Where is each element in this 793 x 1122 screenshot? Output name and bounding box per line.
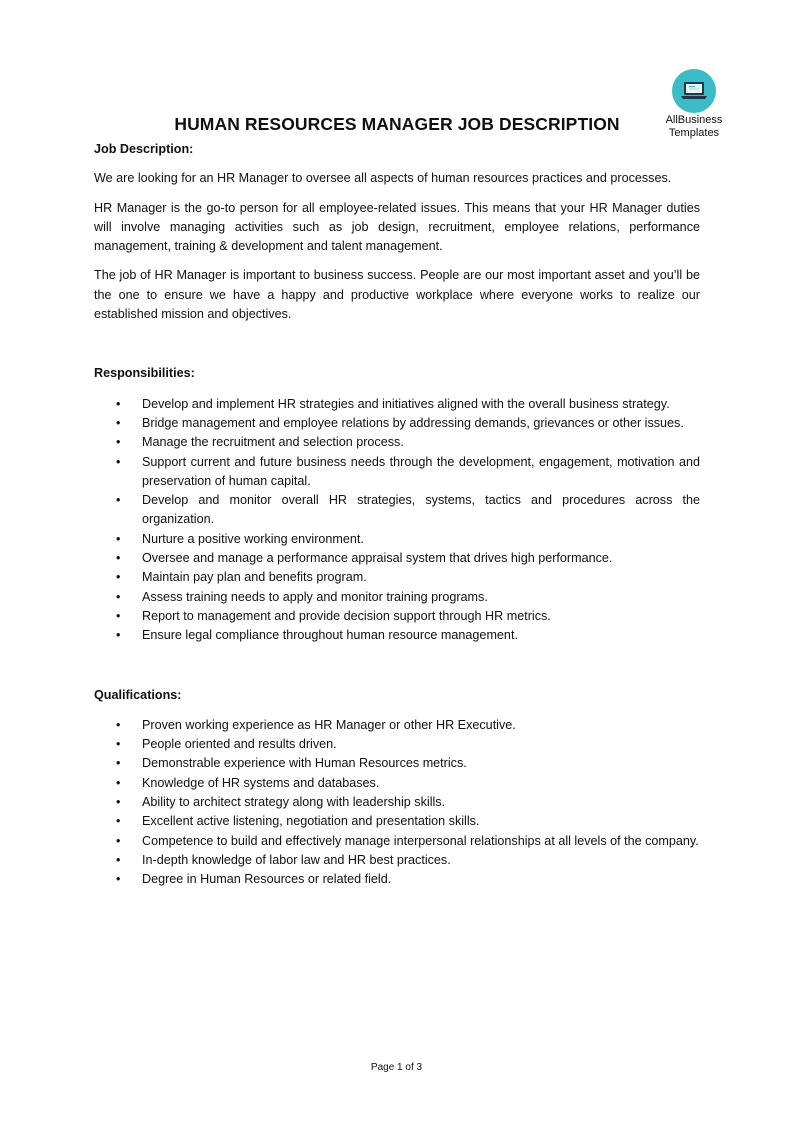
list-item xyxy=(94,549,700,568)
bullet: • xyxy=(116,493,121,508)
bullet: • xyxy=(116,814,121,829)
bullet: • xyxy=(116,570,121,585)
list-item-text: Nurture a positive working environment. xyxy=(142,531,364,546)
list-item xyxy=(94,870,700,889)
logo-text-line2: Templates xyxy=(668,127,720,139)
list-item xyxy=(94,626,700,645)
list-item xyxy=(94,395,700,414)
list-item xyxy=(94,607,700,626)
qualifications-list xyxy=(94,716,700,890)
bullet: • xyxy=(116,833,121,848)
list-item xyxy=(94,851,700,870)
list-item-text: Ability to architect strategy along with leadership skills. xyxy=(142,795,446,810)
logo-circle xyxy=(672,69,716,113)
page-number: Page 1 of 3 xyxy=(370,1062,423,1073)
list-item-text: Bridge management and employee relations by addressing demands, grievances or other issues. xyxy=(142,415,684,430)
list-item-text: Develop and monitor overall HR strategies, systems, tactics and procedures across the organization. xyxy=(142,493,700,527)
bullet: • xyxy=(116,396,121,411)
list-item xyxy=(94,793,700,812)
list-item-text: Manage the recruitment and selection process. xyxy=(142,435,404,450)
bullet: • xyxy=(116,531,121,546)
list-item xyxy=(94,716,700,735)
list-item-text: Knowledge of HR systems and databases. xyxy=(142,775,380,790)
laptop-icon xyxy=(681,81,707,101)
list-item xyxy=(94,735,700,754)
bullet: • xyxy=(116,795,121,810)
list-item-text: Degree in Human Resources or related field. xyxy=(142,872,392,887)
list-item-text: Demonstrable experience with Human Resources metrics. xyxy=(142,756,467,771)
logo-text-line1: AllBusiness xyxy=(665,114,723,126)
list-item-text: Ensure legal compliance throughout human resource management. xyxy=(142,628,518,643)
list-item xyxy=(94,433,700,452)
job-description-paragraph: HR Manager is the go-to person for all employee-related issues. This means that your HR Manager duties will involve managing activities such as job design, recruitment, employee relations, performance management, training & development and talent management. xyxy=(94,200,700,254)
job-description-paragraph: The job of HR Manager is important to business success. People are our most important asset and you’ll be the one to ensure we have a happy and productive workplace where everyone works to realize our established mission and objectives. xyxy=(94,268,700,322)
list-item xyxy=(94,453,700,492)
list-item-text: Support current and future business needs through the development, engagement, motivation and preservation of human capital. xyxy=(142,454,700,488)
responsibilities-heading: Responsibilities: xyxy=(94,366,195,381)
document-title: HUMAN RESOURCES MANAGER JOB DESCRIPTION xyxy=(174,114,620,134)
list-item-text: Excellent active listening, negotiation and presentation skills. xyxy=(142,814,480,829)
list-item-text: Competence to build and effectively manage interpersonal relationships at all levels of the company. xyxy=(142,833,699,848)
bullet: • xyxy=(116,608,121,623)
responsibilities-list xyxy=(94,395,700,646)
list-item-text: Assess training needs to apply and monitor training programs. xyxy=(142,589,488,604)
bullet: • xyxy=(116,737,121,752)
bullet: • xyxy=(116,756,121,771)
list-item-text: People oriented and results driven. xyxy=(142,737,337,752)
list-item-text: Proven working experience as HR Manager or other HR Executive. xyxy=(142,717,516,732)
list-item-text: Develop and implement HR strategies and initiatives aligned with the overall business strategy. xyxy=(142,396,670,411)
bullet: • xyxy=(116,872,121,887)
list-item xyxy=(94,588,700,607)
list-item-text: Report to management and provide decision support through HR metrics. xyxy=(142,608,551,623)
list-item xyxy=(94,812,700,831)
list-item xyxy=(94,774,700,793)
job-description-heading: Job Description: xyxy=(94,142,194,156)
list-item xyxy=(94,530,700,549)
list-item xyxy=(94,832,700,851)
list-item xyxy=(94,754,700,773)
list-item-text: Oversee and manage a performance appraisal system that drives high performance. xyxy=(142,551,613,566)
list-item-text: In-depth knowledge of labor law and HR best practices. xyxy=(142,852,451,867)
bullet: • xyxy=(116,589,121,604)
list-item-text: Maintain pay plan and benefits program. xyxy=(142,570,367,585)
bullet: • xyxy=(116,415,121,430)
bullet: • xyxy=(116,775,121,790)
bullet: • xyxy=(116,628,121,643)
bullet: • xyxy=(116,435,121,450)
document-body xyxy=(94,140,700,890)
list-item xyxy=(94,414,700,433)
bullet: • xyxy=(116,717,121,732)
bullet: • xyxy=(116,454,121,469)
qualifications-heading: Qualifications: xyxy=(94,687,182,702)
list-item xyxy=(94,491,700,530)
bullet: • xyxy=(116,551,121,566)
job-description-paragraph: We are looking for an HR Manager to oversee all aspects of human resources practices and processes. xyxy=(94,171,672,186)
bullet: • xyxy=(116,852,121,867)
list-item xyxy=(94,568,700,587)
